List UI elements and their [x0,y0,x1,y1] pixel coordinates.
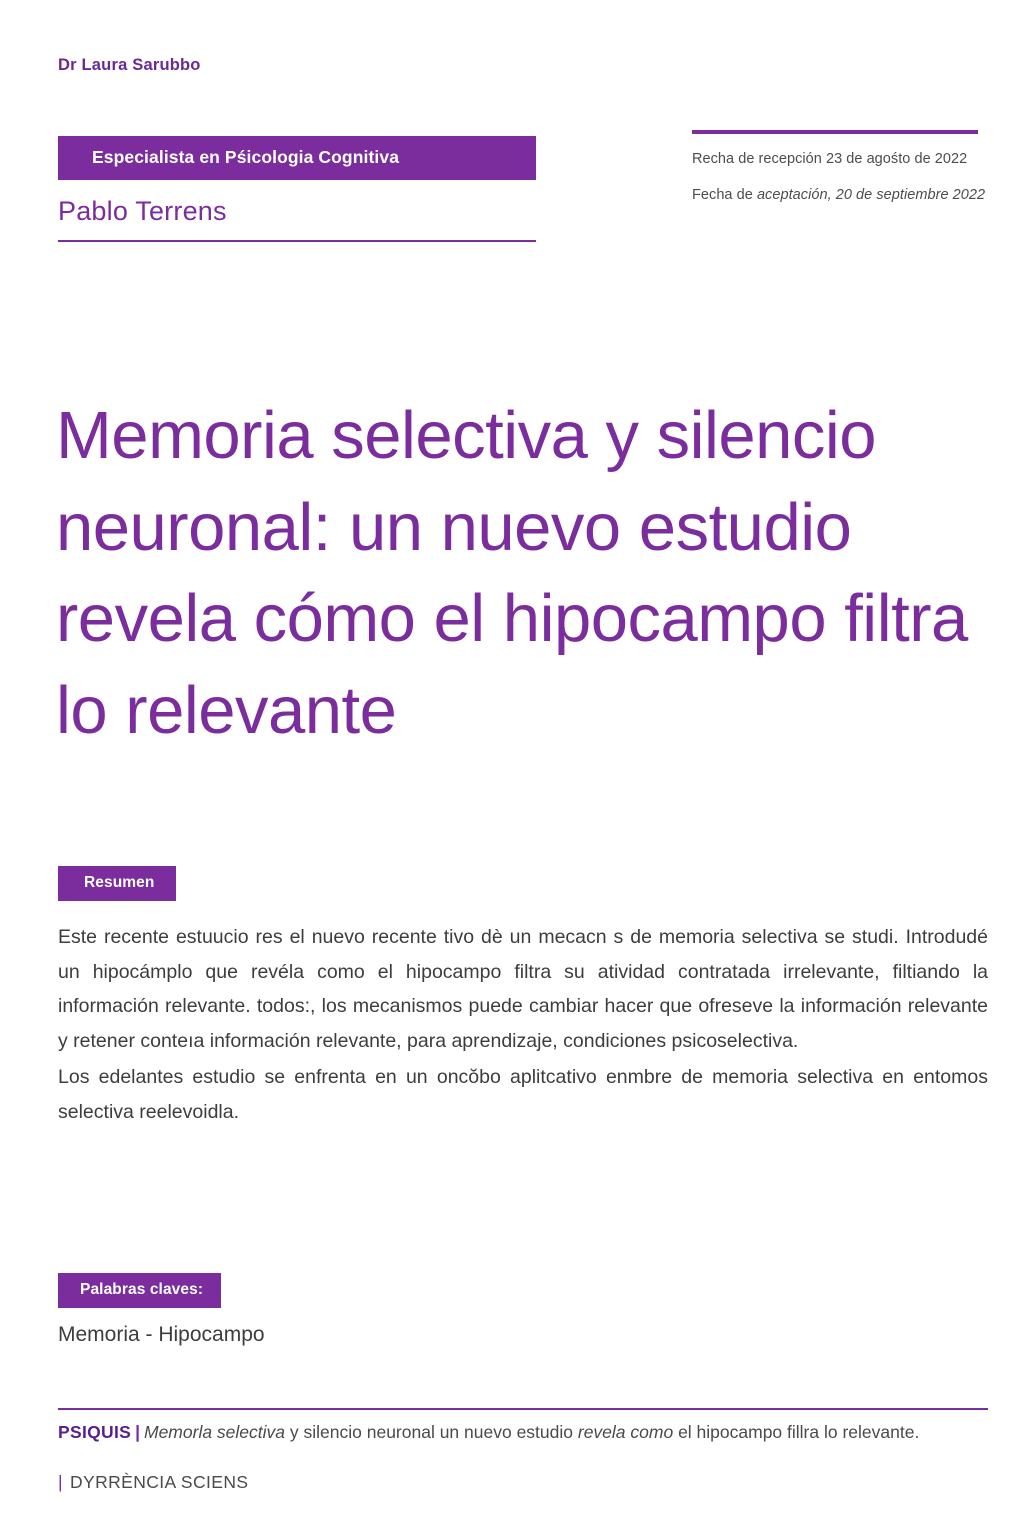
header-left-divider [58,240,536,242]
footer-journal-name: DYRRÈNCIA SCIENS [69,1472,249,1492]
footer-divider [58,1408,988,1410]
footer-running-title-c: revela como [577,1422,674,1442]
footer-running-title-b: y silencio neuronal un nuevo estudio [285,1422,578,1442]
acceptance-date-label: Fecha de [692,187,757,203]
header-left-block [58,136,536,242]
page-title: Memoria selectiva y silencio neuronal: un nuevo estudio revela cómo el hipocampo filtra lo relevante [56,397,968,749]
header-dates-block [692,130,986,223]
abstract-body [58,920,988,1131]
footer-running-head [58,1422,1008,1443]
author-name: Pablo Terrens [58,196,227,226]
abstract-paragraph: Este recente estuucio res el nuevo recente tivo dè un mecacn s de memoria selectiva se studi. Introdudé un hipocámplo que revéla como el hipocampo filtra su atividad contratada irrelevante, filtiando la información relevante. todos:, los mecanismos puede cambiar hacer que ofreseve la información relevante y retener conteıa información relevante, para aprendizaje, condiciones psicoselectiva. [58,926,988,1052]
footer-journal-bar: | [58,1472,63,1492]
keywords-badge: Palabras claves: [58,1273,221,1308]
acceptance-date-value: aceptación, 20 de septiembre 2022 [756,187,986,203]
abstract-paragraph: Los edelantes estudio se enfrenta en un oncŏbo aplitcativo enmbre de memoria selectiva en entomos selectiva reelevoidla. [58,1066,988,1123]
abstract-badge: Resumen [58,866,176,901]
footer-separator: | [135,1422,140,1442]
footer-running-title-a: Memorla selectiva [144,1422,286,1442]
keywords-values: Memoria - Hipocampo [58,1323,265,1346]
footer-journal-line [58,1472,248,1493]
acceptance-date [692,187,986,203]
journal-brand: PSIQUIS [58,1422,132,1442]
specialty-badge: Especialista en Pśicologia Cognitiva [58,136,536,180]
footer-running-title-d: el hipocampo fillra lo relevante. [673,1422,920,1442]
author-credential-line: Dr Laura Sarubbo [58,56,201,74]
header-right-divider [692,130,978,134]
reception-date: Recha de recepción 23 de agośto de 2022 [692,151,968,167]
